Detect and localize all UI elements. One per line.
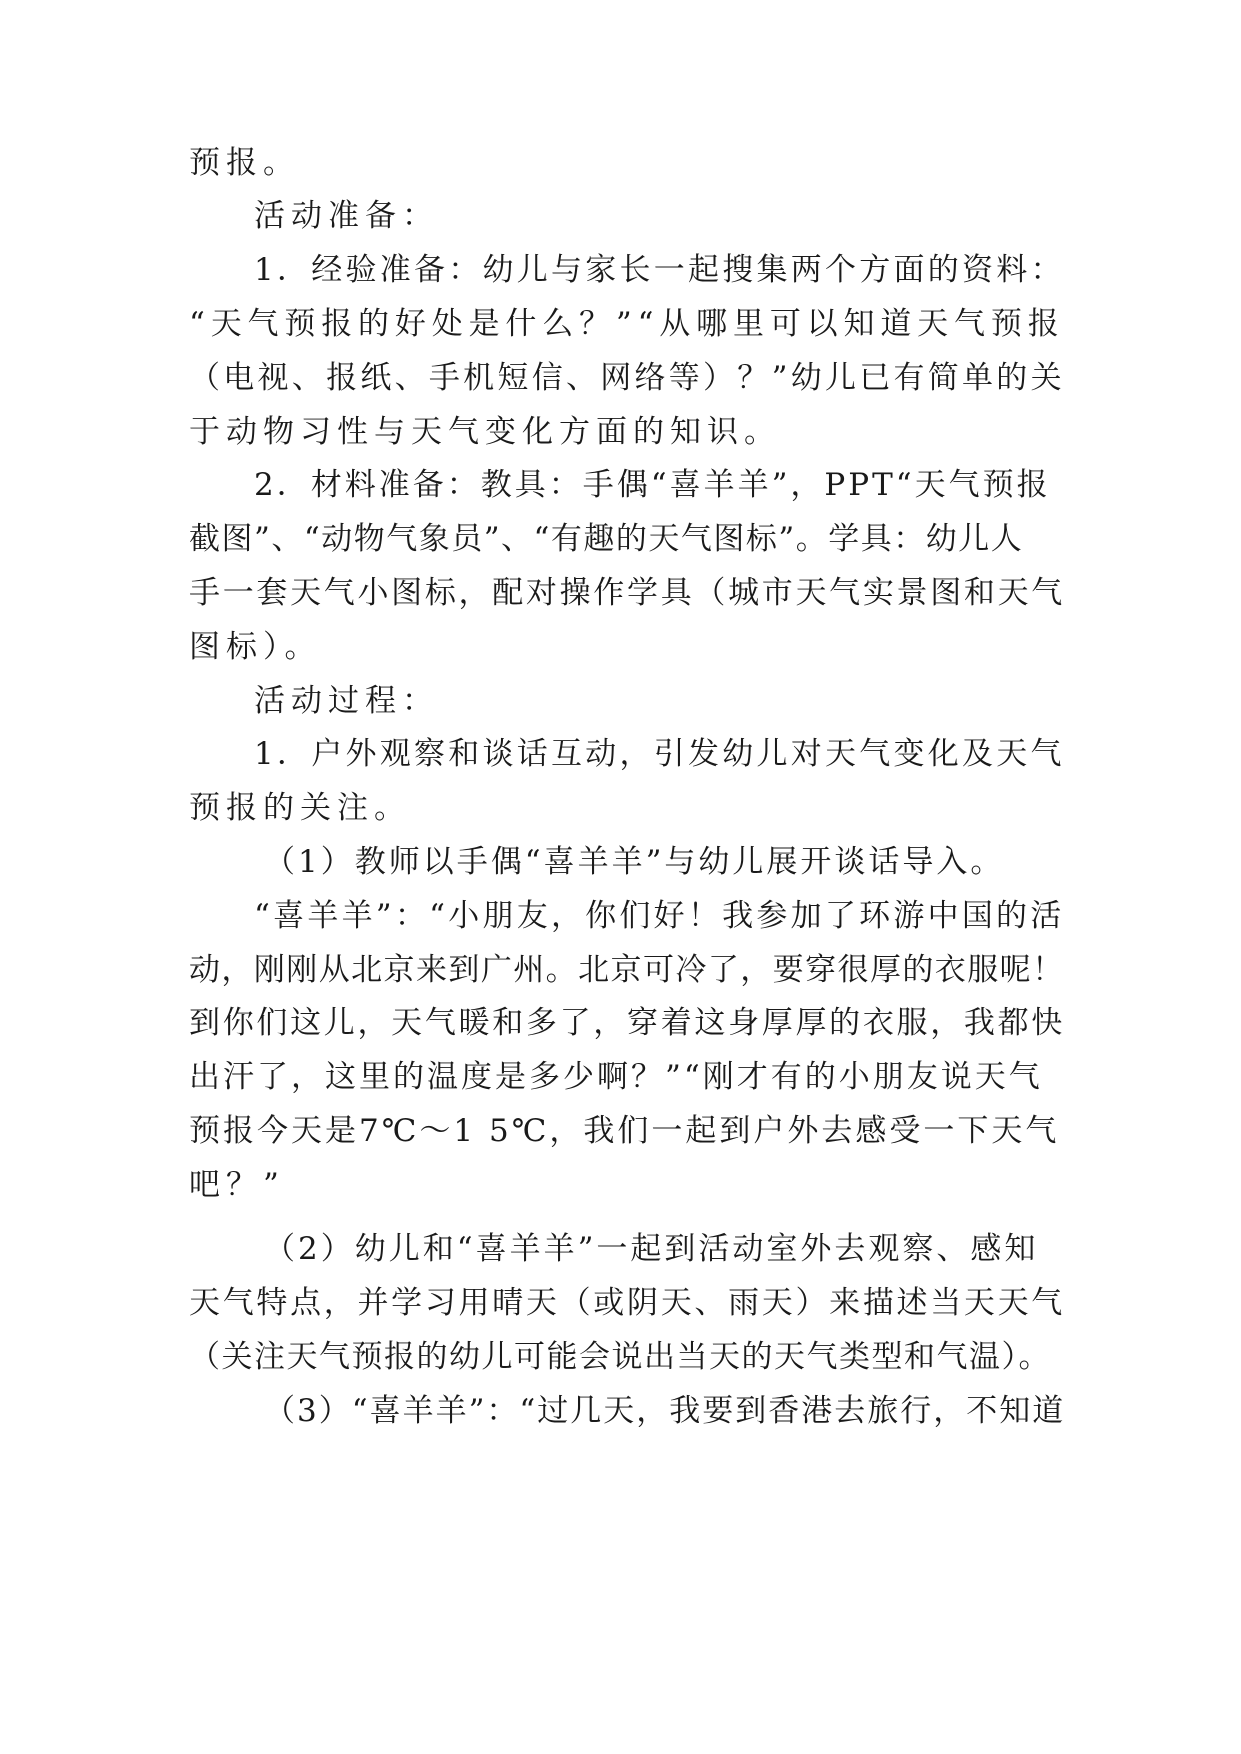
paragraph-line: （2）幼儿和“喜羊羊”一起到活动室外去观察、感知	[264, 1231, 1039, 1267]
paragraph-line: 天气特点，并学习用晴天（或阴天、雨天）来描述当天天气	[189, 1285, 1065, 1321]
paragraph-line: 预报。	[189, 145, 300, 181]
section-heading-preparation: 活动准备：	[254, 198, 439, 234]
paragraph-line: “喜羊羊”：“小朋友，你们好！我参加了环游中国的活	[254, 898, 1065, 934]
paragraph-line: 1．户外观察和谈话互动，引发幼儿对天气变化及天气	[254, 736, 1065, 772]
paragraph-line: （3）“喜羊羊”：“过几天，我要到香港去旅行，不知道	[264, 1393, 1066, 1429]
paragraph-line: （1）教师以手偶“喜羊羊”与幼儿展开谈话导入。	[264, 844, 1005, 880]
paragraph-line: （关注天气预报的幼儿可能会说出当天的天气类型和气温）。	[189, 1339, 1051, 1375]
paragraph-line: 动，刚刚从北京来到广州。北京可冷了，要穿很厚的衣服呢！	[189, 952, 1065, 988]
paragraph-line: 出汗了，这里的温度是多少啊？”“刚才有的小朋友说天气	[189, 1059, 1043, 1095]
paragraph-line: 2．材料准备：教具：手偶“喜羊羊”，PPT“天气预报	[254, 467, 1051, 503]
paragraph-line: 吧？”	[189, 1167, 285, 1203]
paragraph-line: 图标）。	[189, 629, 322, 665]
paragraph-line: “天气预报的好处是什么？”“从哪里可以知道天气预报	[189, 306, 1065, 342]
paragraph-line: （电视、报纸、手机短信、网络等）？”幼儿已有简单的关	[189, 360, 1065, 396]
paragraph-line: 到你们这儿，天气暖和多了，穿着这身厚厚的衣服，我都快	[189, 1005, 1065, 1041]
paragraph-line: 手一套天气小图标，配对操作学具（城市天气实景图和天气	[189, 575, 1065, 611]
paragraph-line: 于动物习性与天气变化方面的知识。	[189, 414, 781, 450]
section-heading-process: 活动过程：	[254, 683, 439, 719]
paragraph-line: 截图”、“动物气象员”、“有趣的天气图标”。学具：幼儿人	[189, 521, 1024, 557]
paragraph-line: 预报的关注。	[189, 790, 411, 826]
paragraph-line: 预报今天是7℃～1 5℃，我们一起到户外去感受一下天气	[189, 1113, 1060, 1149]
paragraph-line: 1．经验准备：幼儿与家长一起搜集两个方面的资料：	[254, 252, 1065, 288]
